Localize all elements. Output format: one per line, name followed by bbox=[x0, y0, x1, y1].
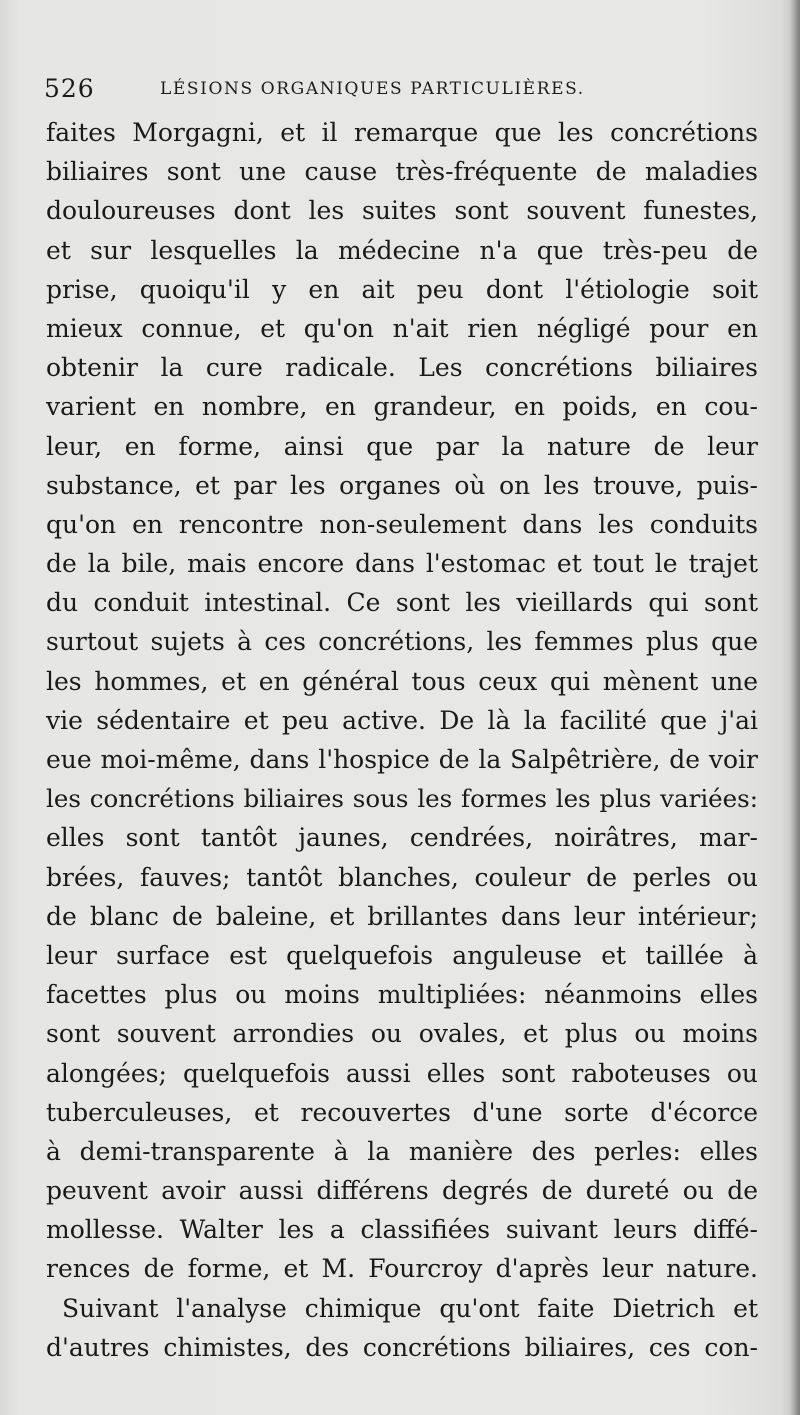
text-line: brées, fauves; tantôt blanches, couleur de perles ou bbox=[46, 862, 758, 892]
text-line: faites Morgagni, et il remarque que les concrétions bbox=[46, 118, 758, 147]
running-title: LÉSIONS ORGANIQUES PARTICULIÈRES. bbox=[160, 79, 585, 99]
text-line: qu'on en rencontre non-seulement dans les conduits bbox=[46, 509, 758, 539]
text-line: peuvent avoir aussi différens degrés de dureté ou de bbox=[46, 1176, 758, 1206]
text-line: elles sont tantôt jaunes, cendrées, noirâtres, mar- bbox=[46, 823, 758, 853]
text-line: tuberculeuses, et recouvertes d'une sorte d'écorce bbox=[46, 1097, 758, 1127]
text-line: douloureuses dont les suites sont souvent funestes, bbox=[46, 196, 758, 226]
text-line: du conduit intestinal. Ce sont les vieillards qui sont bbox=[46, 588, 758, 618]
text-line: rences de forme, et M. Fourcroy d'après leur nature. bbox=[46, 1254, 758, 1284]
text-line: substance, et par les organes où on les trouve, puis- bbox=[46, 470, 758, 500]
text-line: les concrétions biliaires sous les formes les plus variées: bbox=[46, 784, 758, 814]
text-line: de blanc de baleine, et brillantes dans leur intérieur; bbox=[46, 901, 758, 931]
text-line: sont souvent arrondies ou ovales, et plus ou moins bbox=[46, 1019, 758, 1049]
page-number: 526 bbox=[44, 74, 95, 103]
text-line: vie sédentaire et peu active. De là la facilité que j'ai bbox=[46, 705, 758, 735]
page-edge-shadow bbox=[790, 0, 800, 1415]
text-line: facettes plus ou moins multipliées: néanmoins elles bbox=[46, 980, 758, 1010]
text-line: à demi-transparente à la manière des perles: elles bbox=[46, 1136, 758, 1166]
text-line: mieux connue, et qu'on n'ait rien négligé pour en bbox=[46, 313, 758, 343]
text-line: varient en nombre, en grandeur, en poids, en cou- bbox=[46, 392, 758, 422]
text-line: et sur lesquelles la médecine n'a que très-peu de bbox=[46, 235, 758, 265]
body-text bbox=[46, 113, 758, 1367]
text-line: de la bile, mais encore dans l'estomac et tout le trajet bbox=[46, 549, 758, 579]
page-header bbox=[44, 70, 754, 110]
text-line: d'autres chimistes, des concrétions biliaires, ces con- bbox=[46, 1332, 758, 1362]
text-line: biliaires sont une cause très-fréquente de maladies bbox=[46, 157, 758, 187]
text-line: alongées; quelquefois aussi elles sont raboteuses ou bbox=[46, 1058, 758, 1088]
text-line: leur, en forme, ainsi que par la nature de leur bbox=[46, 431, 758, 461]
text-line: mollesse. Walter les a classifiées suivant leurs diffé- bbox=[46, 1215, 758, 1245]
text-line: les hommes, et en général tous ceux qui mènent une bbox=[46, 666, 758, 696]
text-line: prise, quoiqu'il y en ait peu dont l'étiologie soit bbox=[46, 274, 758, 304]
text-line: leur surface est quelquefois anguleuse et taillée à bbox=[46, 940, 758, 970]
text-line: obtenir la cure radicale. Les concrétions biliaires bbox=[46, 353, 758, 383]
text-line: surtout sujets à ces concrétions, les femmes plus que bbox=[46, 627, 758, 657]
paragraph-first-line: Suivant l'analyse chimique qu'ont faite Dietrich et bbox=[62, 1293, 758, 1323]
text-line: eue moi-même, dans l'hospice de la Salpêtrière, de voir bbox=[46, 745, 758, 774]
